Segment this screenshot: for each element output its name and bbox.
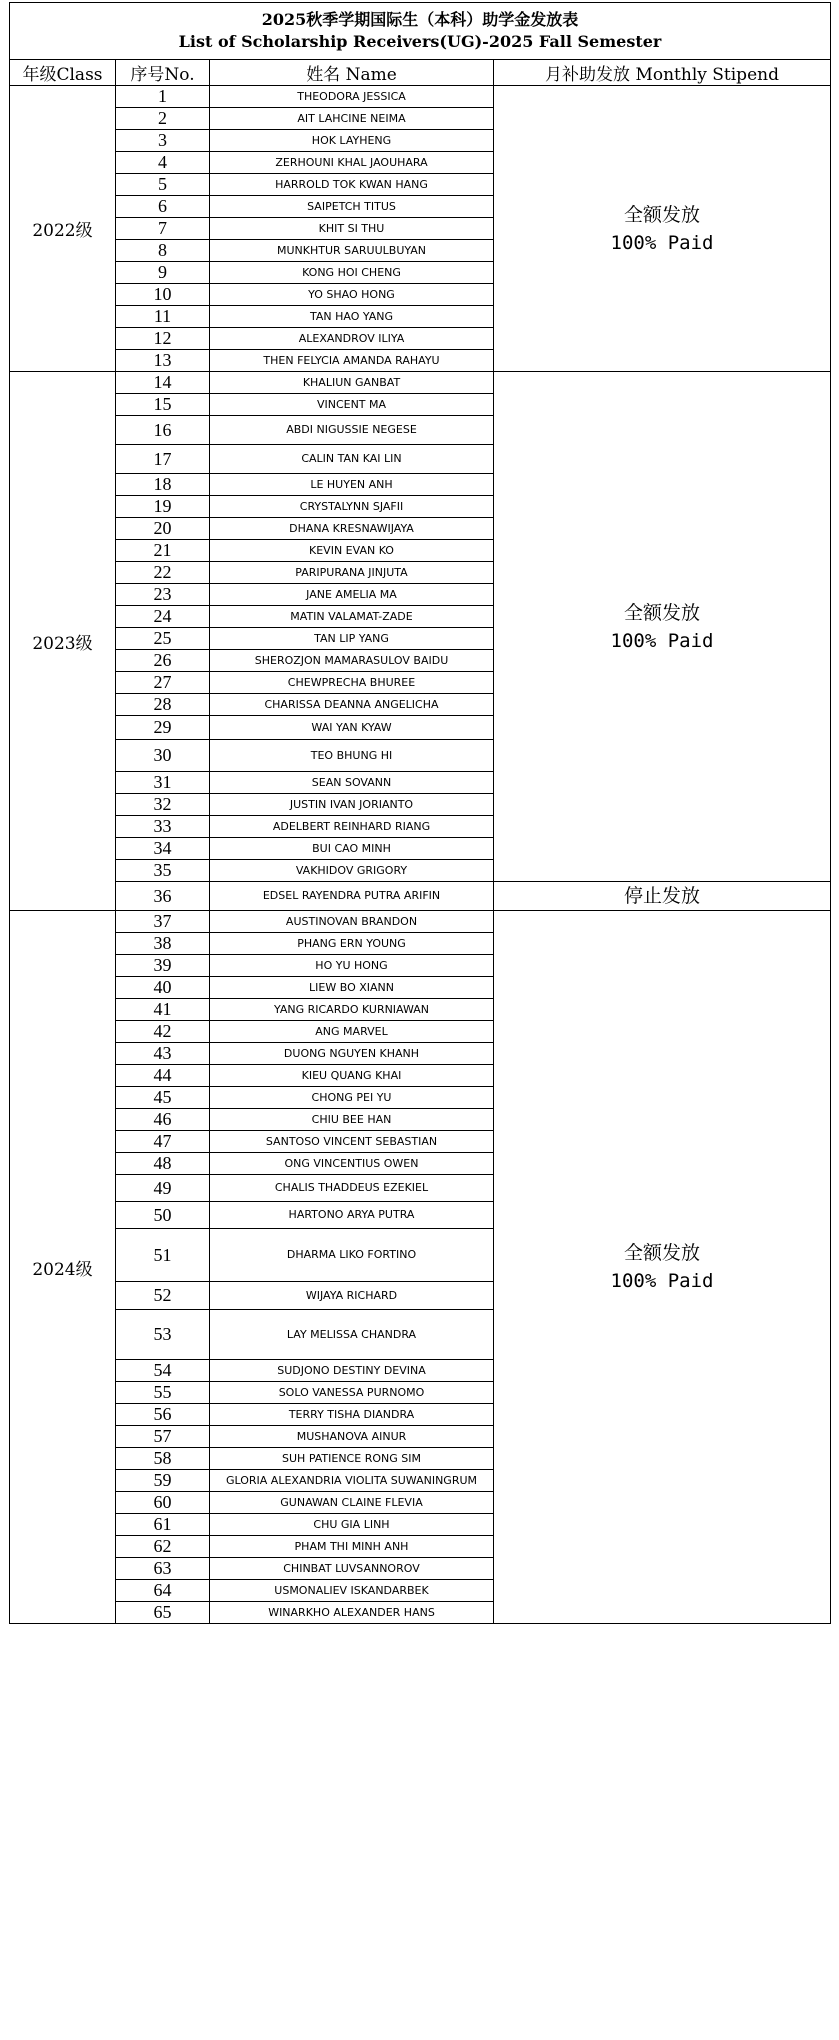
student-name: LAY MELISSA CHANDRA [210,1310,494,1360]
scholarship-table [9,2,831,1624]
student-name: VAKHIDOV GRIGORY [210,860,494,882]
student-name: USMONALIEV ISKANDARBEK [210,1580,494,1602]
student-name: CHARISSA DEANNA ANGELICHA [210,694,494,716]
student-name: CHIU BEE HAN [210,1109,494,1131]
row-number: 60 [116,1492,210,1514]
student-name: SEAN SOVANN [210,772,494,794]
row-number: 59 [116,1470,210,1492]
stipend-status-zh: 全额发放 [624,601,701,624]
student-name: GLORIA ALEXANDRIA VIOLITA SUWANINGRUM [210,1470,494,1492]
header-class: 年级Class [10,60,116,86]
student-name: KHALIUN GANBAT [210,372,494,394]
student-name: THEN FELYCIA AMANDA RAHAYU [210,350,494,372]
student-name: JUSTIN IVAN JORIANTO [210,794,494,816]
row-number: 13 [116,350,210,372]
row-number: 46 [116,1109,210,1131]
stipend-cell [494,86,831,372]
student-name: CHINBAT LUVSANNOROV [210,1558,494,1580]
row-number: 22 [116,562,210,584]
student-name: ONG VINCENTIUS OWEN [210,1153,494,1175]
student-name: WINARKHO ALEXANDER HANS [210,1602,494,1624]
student-name: KIEU QUANG KHAI [210,1065,494,1087]
student-name: LIEW BO XIANN [210,977,494,999]
student-name: CRYSTALYNN SJAFII [210,496,494,518]
table-row [10,86,831,108]
row-number: 49 [116,1175,210,1202]
student-name: YANG RICARDO KURNIAWAN [210,999,494,1021]
stipend-status-en: 100% Paid [610,1270,714,1292]
student-name: TAN LIP YANG [210,628,494,650]
row-number: 52 [116,1282,210,1310]
row-number: 36 [116,882,210,911]
row-number: 10 [116,284,210,306]
class-cell: 2024级 [10,911,116,1624]
student-name: SOLO VANESSA PURNOMO [210,1382,494,1404]
row-number: 35 [116,860,210,882]
row-number: 56 [116,1404,210,1426]
row-number: 55 [116,1382,210,1404]
row-number: 39 [116,955,210,977]
student-name: PHAM THI MINH ANH [210,1536,494,1558]
row-number: 11 [116,306,210,328]
row-number: 45 [116,1087,210,1109]
student-name: VINCENT MA [210,394,494,416]
class-cell: 2023级 [10,372,116,911]
row-number: 37 [116,911,210,933]
student-name: THEODORA JESSICA [210,86,494,108]
student-name: HO YU HONG [210,955,494,977]
row-number: 19 [116,496,210,518]
stipend-cell [494,911,831,1624]
header-name: 姓名 Name [210,60,494,86]
row-number: 40 [116,977,210,999]
row-number: 62 [116,1536,210,1558]
row-number: 43 [116,1043,210,1065]
table-row [10,882,831,911]
row-number: 2 [116,108,210,130]
row-number: 31 [116,772,210,794]
student-name: ALEXANDROV ILIYA [210,328,494,350]
student-name: TERRY TISHA DIANDRA [210,1404,494,1426]
student-name: SANTOSO VINCENT SEBASTIAN [210,1131,494,1153]
table-row [10,372,831,394]
student-name: SUDJONO DESTINY DEVINA [210,1360,494,1382]
student-name: ADELBERT REINHARD RIANG [210,816,494,838]
student-name: TAN HAO YANG [210,306,494,328]
student-name: KEVIN EVAN KO [210,540,494,562]
row-number: 18 [116,474,210,496]
student-name: MUSHANOVA AINUR [210,1426,494,1448]
row-number: 42 [116,1021,210,1043]
row-number: 27 [116,672,210,694]
row-number: 12 [116,328,210,350]
row-number: 8 [116,240,210,262]
student-name: JANE AMELIA MA [210,584,494,606]
header-row [10,60,831,86]
student-name: MATIN VALAMAT-ZADE [210,606,494,628]
row-number: 7 [116,218,210,240]
student-name: SAIPETCH TITUS [210,196,494,218]
row-number: 65 [116,1602,210,1624]
student-name: CHU GIA LINH [210,1514,494,1536]
row-number: 25 [116,628,210,650]
student-name: AUSTINOVAN BRANDON [210,911,494,933]
title-en: List of Scholarship Receivers(UG)-2025 Fall Semester [178,32,662,51]
student-name: KONG HOI CHENG [210,262,494,284]
row-number: 34 [116,838,210,860]
row-number: 17 [116,445,210,474]
student-name: HOK LAYHENG [210,130,494,152]
row-number: 32 [116,794,210,816]
student-name: GUNAWAN CLAINE FLEVIA [210,1492,494,1514]
row-number: 23 [116,584,210,606]
row-number: 5 [116,174,210,196]
student-name: CHALIS THADDEUS EZEKIEL [210,1175,494,1202]
row-number: 30 [116,740,210,772]
row-number: 44 [116,1065,210,1087]
row-number: 58 [116,1448,210,1470]
table-title [10,3,831,60]
student-name: HARTONO ARYA PUTRA [210,1202,494,1229]
student-name: ZERHOUNI KHAL JAOUHARA [210,152,494,174]
stipend-stopped-cell: 停止发放 [494,882,831,911]
document-page [9,2,830,1624]
student-name: CALIN TAN KAI LIN [210,445,494,474]
student-name: SUH PATIENCE RONG SIM [210,1448,494,1470]
student-name: AIT LAHCINE NEIMA [210,108,494,130]
student-name: KHIT SI THU [210,218,494,240]
student-name: BUI CAO MINH [210,838,494,860]
row-number: 1 [116,86,210,108]
header-no: 序号No. [116,60,210,86]
row-number: 61 [116,1514,210,1536]
student-name: EDSEL RAYENDRA PUTRA ARIFIN [210,882,494,911]
row-number: 15 [116,394,210,416]
student-name: DHARMA LIKO FORTINO [210,1229,494,1282]
stipend-cell [494,372,831,882]
student-name: LE HUYEN ANH [210,474,494,496]
row-number: 47 [116,1131,210,1153]
student-name: WIJAYA RICHARD [210,1282,494,1310]
student-name: WAI YAN KYAW [210,716,494,740]
row-number: 48 [116,1153,210,1175]
student-name: DUONG NGUYEN KHANH [210,1043,494,1065]
table-body [10,86,831,1624]
row-number: 33 [116,816,210,838]
title-zh: 2025秋季学期国际生（本科）助学金发放表 [261,10,579,29]
header-stipend: 月补助发放 Monthly Stipend [494,60,831,86]
row-number: 28 [116,694,210,716]
student-name: SHEROZJON MAMARASULOV BAIDU [210,650,494,672]
student-name: HARROLD TOK KWAN HANG [210,174,494,196]
row-number: 51 [116,1229,210,1282]
row-number: 21 [116,540,210,562]
row-number: 54 [116,1360,210,1382]
row-number: 20 [116,518,210,540]
stipend-status-zh: 全额发放 [624,203,701,226]
stipend-status-en: 100% Paid [610,629,714,652]
stipend-status-zh: 全额发放 [624,1242,701,1264]
row-number: 63 [116,1558,210,1580]
table-row [10,911,831,933]
student-name: MUNKHTUR SARUULBUYAN [210,240,494,262]
student-name: CHEWPRECHA BHUREE [210,672,494,694]
row-number: 9 [116,262,210,284]
stipend-status-en: 100% Paid [610,231,714,254]
row-number: 64 [116,1580,210,1602]
class-cell: 2022级 [10,86,116,372]
student-name: ABDI NIGUSSIE NEGESE [210,416,494,445]
row-number: 6 [116,196,210,218]
student-name: DHANA KRESNAWIJAYA [210,518,494,540]
student-name: TEO BHUNG HI [210,740,494,772]
row-number: 53 [116,1310,210,1360]
student-name: PHANG ERN YOUNG [210,933,494,955]
row-number: 16 [116,416,210,445]
student-name: ANG MARVEL [210,1021,494,1043]
row-number: 14 [116,372,210,394]
row-number: 57 [116,1426,210,1448]
row-number: 50 [116,1202,210,1229]
row-number: 38 [116,933,210,955]
student-name: PARIPURANA JINJUTA [210,562,494,584]
row-number: 26 [116,650,210,672]
student-name: CHONG PEI YU [210,1087,494,1109]
row-number: 41 [116,999,210,1021]
row-number: 29 [116,716,210,740]
row-number: 3 [116,130,210,152]
row-number: 4 [116,152,210,174]
row-number: 24 [116,606,210,628]
student-name: YO SHAO HONG [210,284,494,306]
